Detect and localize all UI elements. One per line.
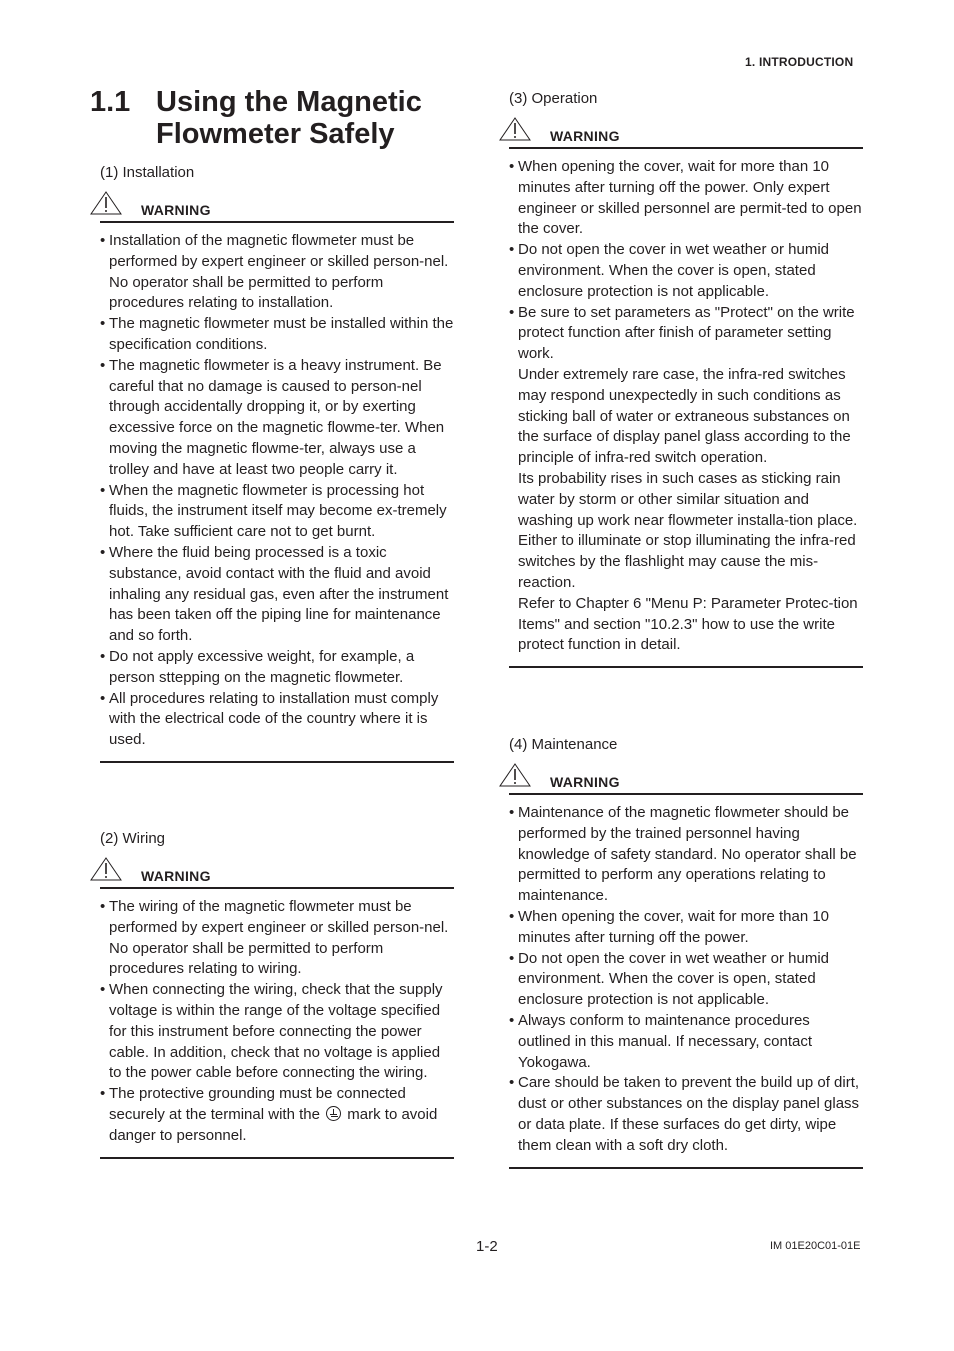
wiring-warning-header [100,857,454,885]
list-item: • Always conform to maintenance procedures outlined in this manual. If necessary, contact Yokogawa. [509,1011,863,1073]
list-item: • All procedures relating to installation must comply with the electrical code of the country where it is used. [100,689,454,751]
operation-paragraph: Under extremely rare case, the infra-red switches may respond unexpectedly in such conditions as sticking ball of water or extraneous substances on the surface of display panel glass according to the principle of infra-red switch operation. [518,365,851,467]
warning-top-rule [509,147,863,149]
operation-warning-header [509,117,863,145]
maintenance-warning-header [509,763,863,791]
title-line-2: Flowmeter Safely [156,118,395,150]
operation-heading: (3) Operation [509,90,598,107]
warning-top-rule [100,887,454,889]
page-title [90,86,470,150]
operation-section [509,89,863,668]
list-item: • The magnetic flowmeter must be installed within the specification conditions. [100,314,454,356]
wiring-section [100,829,454,1159]
list-item: • The wiring of the magnetic flowmeter must be performed by expert engineer or skilled person-nel. No operator shall be permitted to perform procedures relating to wiring. [100,897,454,980]
warning-bottom-rule [509,1167,863,1169]
wiring-heading: (2) Wiring [100,830,166,847]
warning-label: WARNING [141,868,211,884]
operation-paragraph: Refer to Chapter 6 "Menu P: Parameter Protec-tion Items" and section "10.2.3" how to use the write protect function in detail. [518,594,858,654]
warning-triangle-icon [90,857,122,881]
installation-warning-header [100,191,454,219]
list-item: • The magnetic flowmeter is a heavy instrument. Be careful that no damage is caused to person-nel through accidentally dropping it, or by exerting excessive force on the magnetic flowme-ter. When moving the magnetic flowme-ter, always use a trolley and have at least two people carry it. [100,356,454,481]
warning-bottom-rule [509,666,863,668]
operation-paragraph: Its probability rises in such cases as sticking rain water by storm or other similar situation and washing up work near flowmeter installa-tion place. [518,469,858,529]
section-number: 1.1 [90,86,131,118]
maintenance-section [509,735,863,1169]
warning-bottom-rule [100,1157,454,1159]
warning-triangle-icon [499,117,531,141]
maintenance-warning-list [509,803,863,1157]
list-item: • Maintenance of the magnetic flowmeter should be performed by the trained personnel having knowledge of safety standard. No operator shall be permitted to perform any operations relating to maintenance. [509,803,863,907]
list-item [100,1084,454,1146]
warning-top-rule [509,793,863,795]
wiring-warning-list [100,897,454,1147]
installation-heading: (1) Installation [100,164,195,181]
installation-warning-list [100,231,454,751]
ground-text-after: mark to avoid danger to personnel. [109,1105,438,1144]
list-item: • When opening the cover, wait for more than 10 minutes after turning off the power. Only expert engineer or skilled personnel are permit-ted to open the cover. [509,157,863,240]
list-item: • Do not open the cover in wet weather or humid environment. When the cover is open, stated enclosure protection is not applicable. [509,240,863,302]
list-item: • Do not open the cover in wet weather or humid environment. When the cover is open, stated enclosure protection is not applicable. [509,949,863,1011]
warning-triangle-icon [90,191,122,215]
installation-section [100,163,454,763]
page-number: 1-2 [476,1238,498,1255]
warning-triangle-icon [499,763,531,787]
warning-top-rule [100,221,454,223]
title-line-1: Using the Magnetic [156,86,422,118]
protective-ground-icon [326,1106,341,1121]
list-item: • Be sure to set parameters as "Protect" on the write protect function after finish of parameter setting work. [509,303,863,365]
list-item: • Where the fluid being processed is a toxic substance, avoid contact with the fluid and avoid inhaling any residual gas, even after the instrument has been taken off the piping line for maintenance and so forth. [100,543,454,647]
operation-warning-list [509,157,863,365]
warning-label: WARNING [141,202,211,218]
list-item: • Do not apply excessive weight, for example, a person sttepping on the magnetic flowmeter. [100,647,454,689]
list-item: • When opening the cover, wait for more than 10 minutes after turning off the power. [509,907,863,949]
list-item: • Care should be taken to prevent the build up of dirt, dust or other substances on the display panel glass or data plate. If these surfaces do get dirty, wipe them clean with a soft dry cloth. [509,1073,863,1156]
list-item: • Installation of the magnetic flowmeter must be performed by expert engineer or skilled person-nel. No operator shall be permitted to perform procedures relating to installation. [100,231,454,314]
list-item: • When the magnetic flowmeter is processing hot fluids, the instrument itself may become ex-tremely hot. Take sufficient care not to get burnt. [100,481,454,543]
warning-bottom-rule [100,761,454,763]
document-id: IM 01E20C01-01E [770,1240,861,1252]
operation-paragraph: Either to illuminate or stop illuminating the infra-red switches by the flashlight may cause the mis-reaction. [518,532,856,591]
ground-text-before: The protective grounding must be connected securely at the terminal with the [109,1085,406,1123]
maintenance-heading: (4) Maintenance [509,736,618,753]
warning-label: WARNING [550,774,620,790]
warning-label: WARNING [550,128,620,144]
list-item: • When connecting the wiring, check that the supply voltage is within the range of the voltage specified for this instrument before connecting the power cable. In addition, check that no voltage is applied to the power cable before connecting the wiring. [100,980,454,1084]
chapter-header: 1. INTRODUCTION [745,55,854,69]
